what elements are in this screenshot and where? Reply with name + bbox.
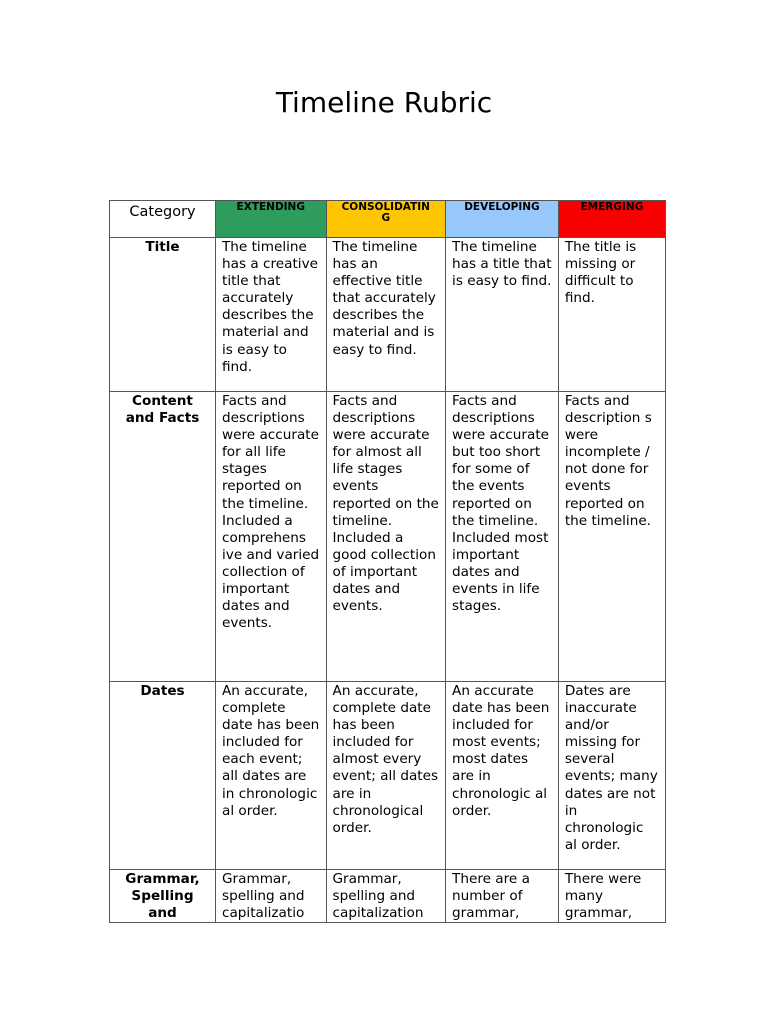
header-level-extending: EXTENDING [216, 201, 327, 238]
header-category: Category [110, 201, 216, 238]
cell-developing: Facts and descriptions were accurate but too short for some of the events reported on the timeline. Included most important dates and events in life stages. [446, 392, 559, 682]
cell-consolidating: The timeline has an effective title that accurately describes the material and is easy to find. [326, 238, 446, 392]
cell-consolidating: An accurate, complete date has been included for almost every event; all dates are in chronological order. [326, 682, 446, 870]
header-row [110, 201, 666, 238]
cell-consolidating: Grammar, spelling and capitalization [326, 870, 446, 923]
cell-emerging: Dates are inaccurate and/or missing for several events; many dates are not in chronologic al order. [558, 682, 665, 870]
header-level-emerging: EMERGING [558, 201, 665, 238]
row-category: Content and Facts [110, 392, 216, 682]
cell-consolidating: Facts and descriptions were accurate for almost all life stages events reported on the timeline. Included a good collection of important dates and events. [326, 392, 446, 682]
table-row [110, 682, 666, 870]
cell-extending: Facts and descriptions were accurate for all life stages reported on the timeline. Included a comprehens ive and varied collection of important dates and events. [216, 392, 327, 682]
row-category: Title [110, 238, 216, 392]
table-row [110, 392, 666, 682]
cell-extending: The timeline has a creative title that accurately describes the material and is easy to find. [216, 238, 327, 392]
cell-emerging: Facts and description s were incomplete / not done for events reported on the timeline. [558, 392, 665, 682]
page-title: Timeline Rubric [275, 86, 493, 119]
row-category: Grammar, Spelling and [110, 870, 216, 923]
header-level-consolidating: CONSOLIDATIN G [326, 201, 446, 238]
cell-developing: There are a number of grammar, [446, 870, 559, 923]
cell-emerging: The title is missing or difficult to find. [558, 238, 665, 392]
table-row [110, 870, 666, 923]
cell-extending: Grammar, spelling and capitalizatio [216, 870, 327, 923]
cell-developing: The timeline has a title that is easy to find. [446, 238, 559, 392]
cell-developing: An accurate date has been included for most events; most dates are in chronologic al order. [446, 682, 559, 870]
table-row [110, 238, 666, 392]
header-level-developing: DEVELOPING [446, 201, 559, 238]
rubric-table [109, 200, 666, 923]
cell-extending: An accurate, complete date has been included for each event; all dates are in chronologic al order. [216, 682, 327, 870]
row-category: Dates [110, 682, 216, 870]
cell-emerging: There were many grammar, [558, 870, 665, 923]
